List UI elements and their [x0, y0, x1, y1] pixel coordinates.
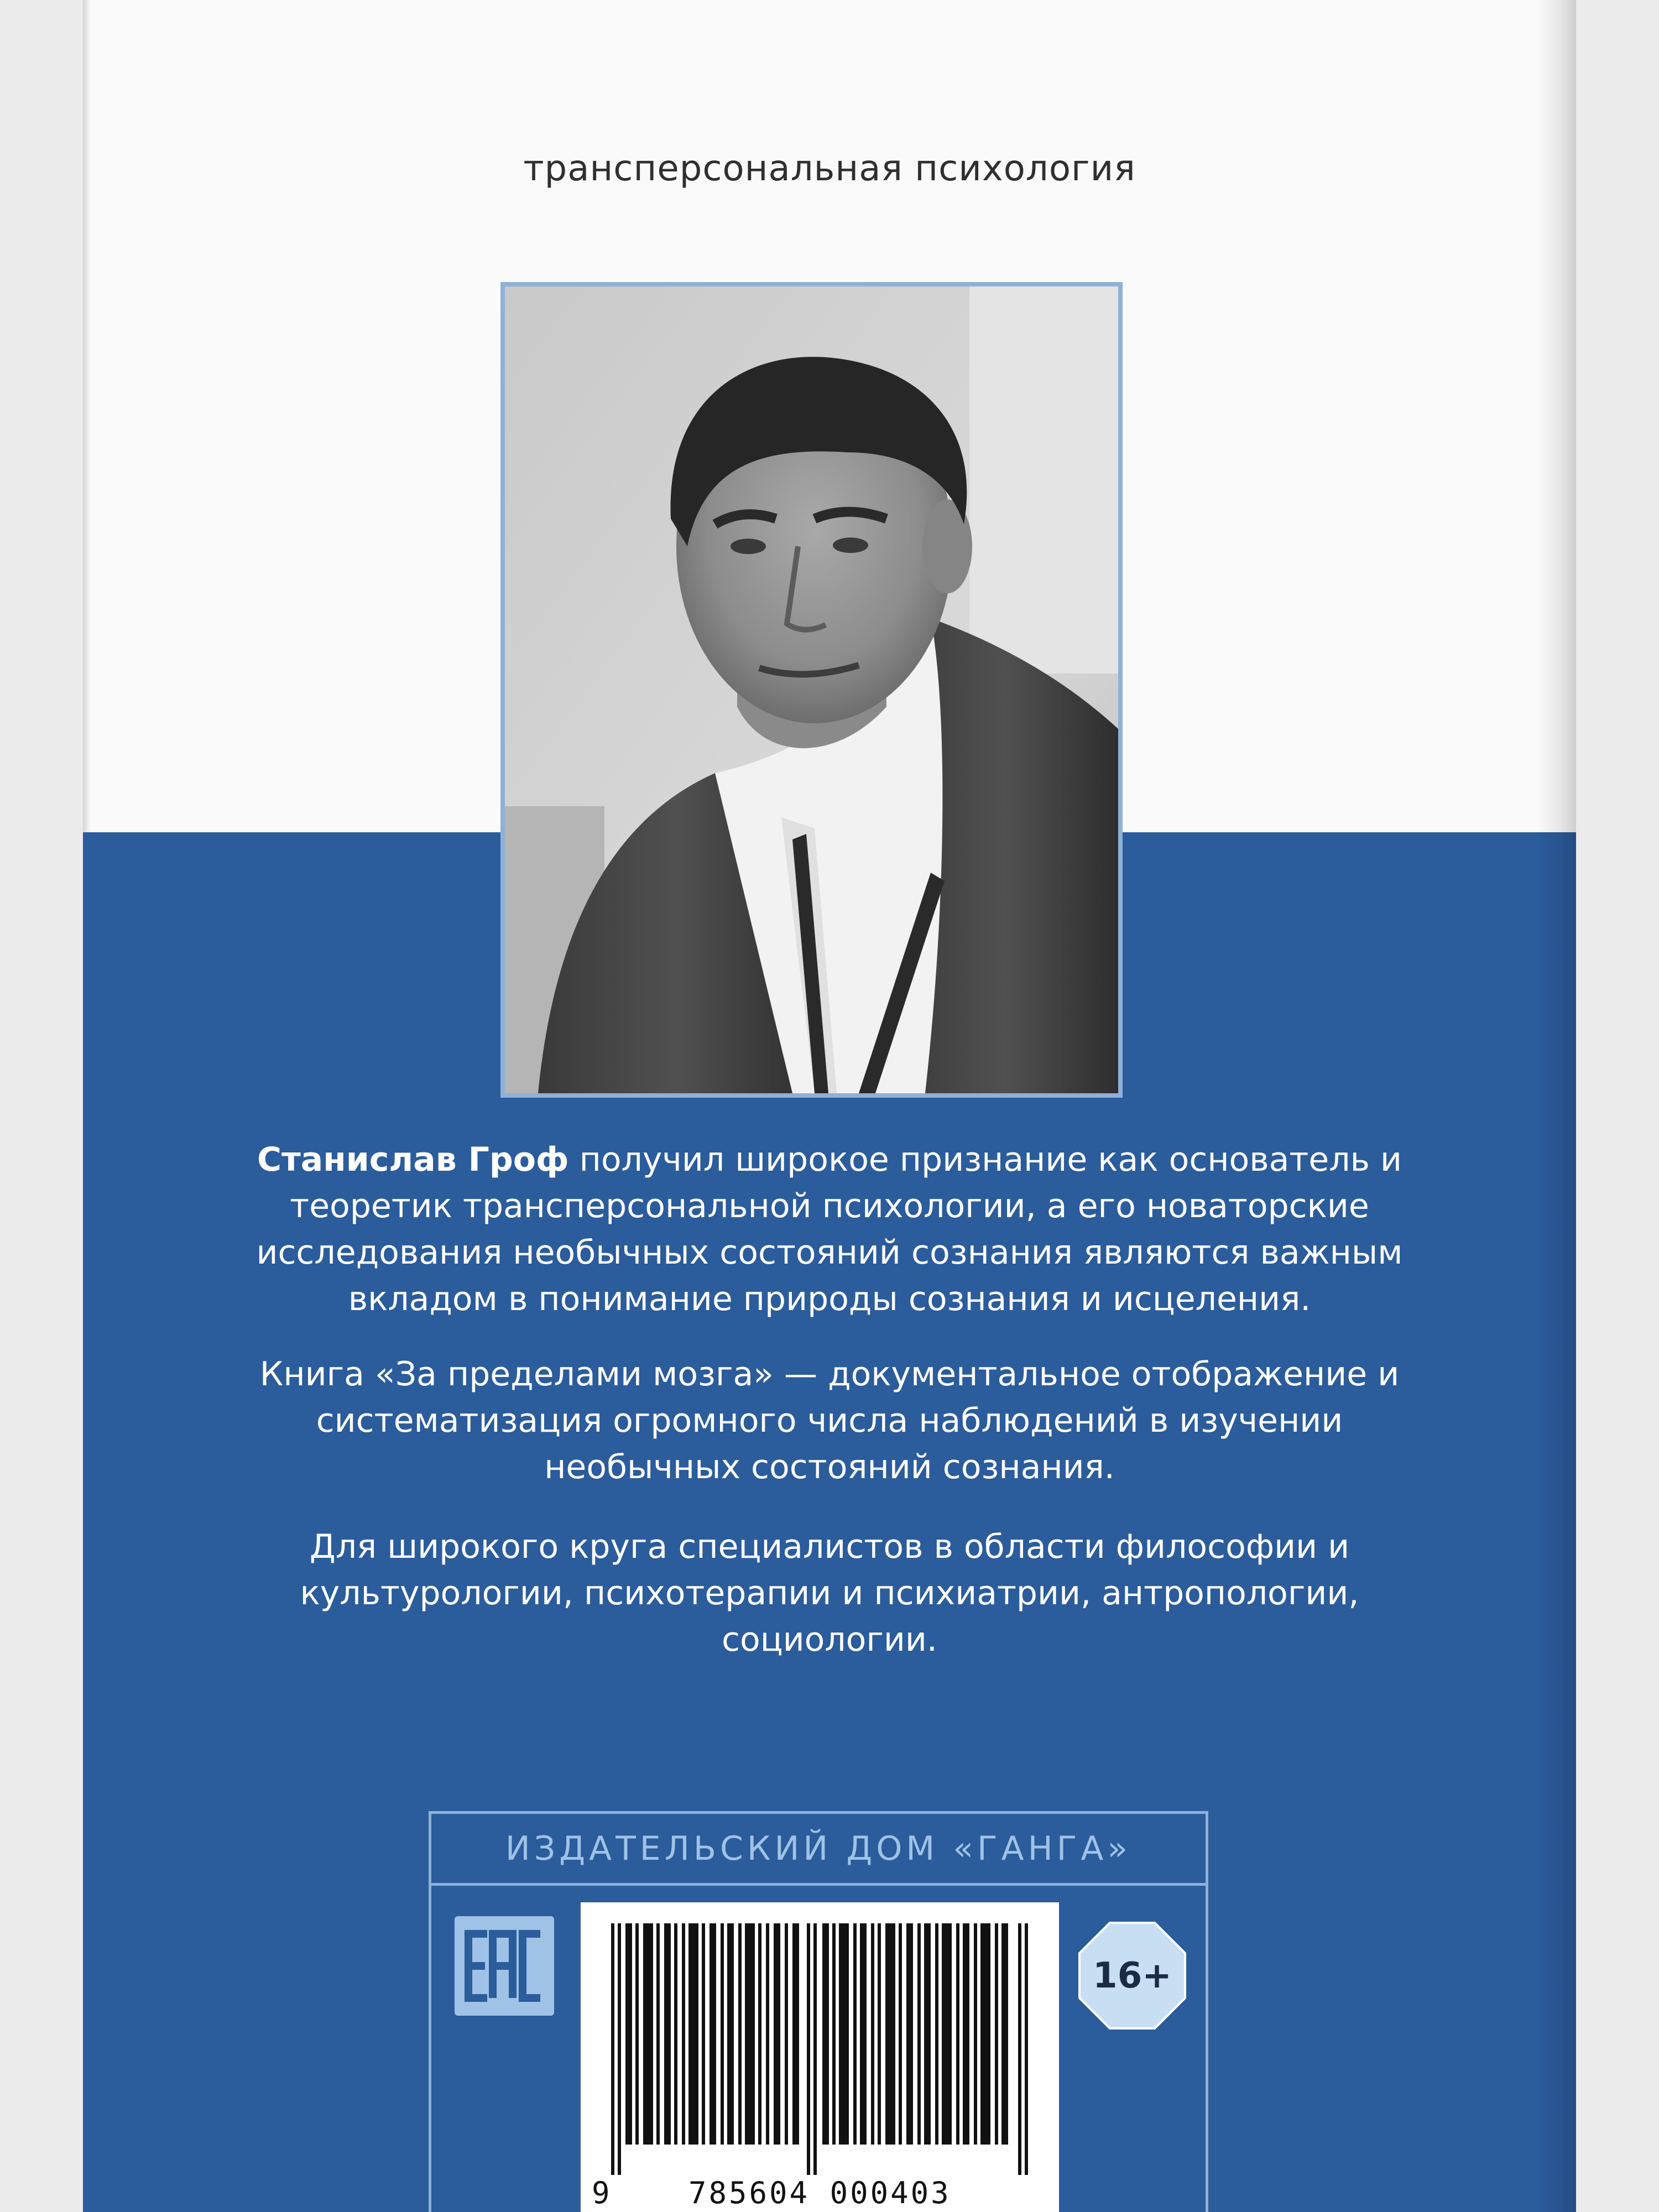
barcode-icon — [611, 1923, 1031, 2175]
eac-mark-glyph — [463, 1927, 546, 2005]
author-photo-frame — [500, 282, 1123, 1098]
barcode — [581, 1902, 1059, 2212]
book-back-cover — [83, 0, 1576, 2212]
publisher-panel — [429, 1811, 1208, 2212]
author-name: Станислав Гроф — [257, 1140, 569, 1179]
spine-shadow — [1537, 0, 1576, 2212]
publisher-name: ИЗДАТЕЛЬСКИЙ ДОМ «ГАНГА» — [431, 1814, 1206, 1886]
series-title: трансперсональная психология — [523, 148, 1136, 189]
audience-paragraph — [249, 1524, 1410, 1663]
about-book-text: Книга «За пределами мозга» — документальное отображение и систематизация огромного числа наблюдений в изучении необычных состояний сознания. — [259, 1355, 1400, 1486]
isbn-digits: 785604 000403 — [688, 2176, 951, 2210]
about-author-paragraph — [249, 1136, 1410, 1322]
age-rating-label: 16+ — [1093, 1955, 1172, 1996]
about-book-paragraph — [249, 1351, 1410, 1490]
author-photo — [505, 286, 1118, 1093]
eac-mark-icon — [455, 1916, 554, 2016]
age-rating-badge — [1078, 1922, 1186, 2030]
about-author-text: получил широкое признание как основатель и теоретик трансперсональной психологии, а его новаторские исследования необычных состояний сознания являются важным вкладом в понимание природы сознания и исцеления. — [256, 1140, 1403, 1318]
audience-text: Для широкого круга специалистов в области философии и культурологии, психотерапии и психиатрии, антропологии, социологии. — [300, 1527, 1359, 1659]
isbn-lead-digit: 9 — [592, 2176, 612, 2210]
